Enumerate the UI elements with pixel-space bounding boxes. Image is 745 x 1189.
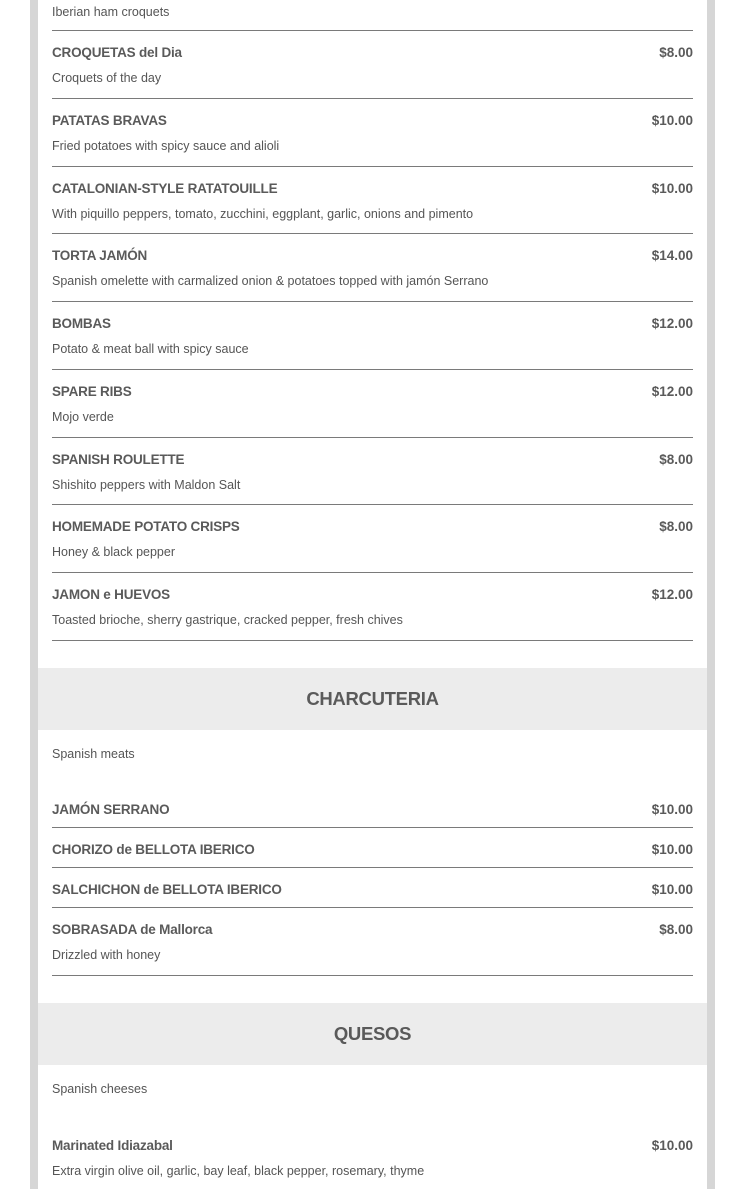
item-name: PATATAS BRAVAS	[52, 113, 167, 128]
item-price: $14.00	[651, 248, 693, 263]
item-name: SOBRASADA de Mallorca	[52, 922, 213, 937]
section-header-quesos	[38, 1003, 707, 1065]
item-divider	[52, 827, 693, 828]
item-name: SPANISH ROULETTE	[52, 452, 185, 467]
item-description: Fried potatoes with spicy sauce and alioli	[52, 139, 280, 153]
item-divider	[52, 437, 693, 438]
section-header-charcuteria	[38, 668, 707, 730]
item-divider	[52, 30, 693, 31]
item-description: Croquets of the day	[52, 71, 162, 85]
item-name: BOMBAS	[52, 316, 111, 331]
item-price: $12.00	[651, 587, 693, 602]
item-price: $10.00	[651, 113, 693, 128]
section-title: CHARCUTERIA	[306, 688, 439, 709]
item-price: $8.00	[659, 922, 693, 937]
item-divider	[52, 98, 693, 99]
item-description: Spanish omelette with carmalized onion & potatoes topped with jamón Serrano	[52, 274, 489, 288]
menu-page	[38, 0, 707, 1189]
item-description: Toasted brioche, sherry gastrique, cracked pepper, fresh chives	[52, 613, 403, 627]
item-name: JAMON e HUEVOS	[52, 587, 170, 602]
section-title: QUESOS	[333, 1023, 412, 1044]
item-description: Potato & meat ball with spicy sauce	[52, 342, 249, 356]
item-name: CROQUETAS del Dia	[52, 45, 182, 60]
item-price: $8.00	[659, 519, 693, 534]
item-divider	[52, 867, 693, 868]
item-name: Marinated Idiazabal	[52, 1138, 173, 1153]
section-subtitle: Spanish cheeses	[52, 1082, 148, 1096]
item-name: CHORIZO de BELLOTA IBERICO	[52, 842, 255, 857]
item-price: $8.00	[659, 452, 693, 467]
section-subtitle: Spanish meats	[52, 747, 135, 761]
item-divider	[52, 233, 693, 234]
item-divider	[52, 369, 693, 370]
item-description: With piquillo peppers, tomato, zucchini, eggplant, garlic, onions and pimento	[52, 207, 474, 221]
item-name: JAMÓN SERRANO	[52, 802, 170, 817]
item-price: $10.00	[651, 802, 693, 817]
item-description: Shishito peppers with Maldon Salt	[52, 478, 241, 492]
item-description: Iberian ham croquets	[52, 5, 170, 19]
item-price: $12.00	[651, 384, 693, 399]
item-divider	[52, 907, 693, 908]
item-description: Honey & black pepper	[52, 545, 175, 559]
item-name: TORTA JAMÓN	[52, 248, 148, 263]
item-divider	[52, 504, 693, 505]
item-price: $10.00	[651, 882, 693, 897]
item-description: Mojo verde	[52, 410, 114, 424]
item-divider	[52, 975, 693, 976]
item-name: HOMEMADE POTATO CRISPS	[52, 519, 240, 534]
item-divider	[52, 572, 693, 573]
item-price: $10.00	[651, 181, 693, 196]
item-name: SPARE RIBS	[52, 384, 132, 399]
item-price: $8.00	[659, 45, 693, 60]
item-name: CATALONIAN-STYLE RATATOUILLE	[52, 181, 278, 196]
item-divider	[52, 301, 693, 302]
item-price: $12.00	[651, 316, 693, 331]
item-price: $10.00	[651, 1138, 693, 1153]
item-description: Drizzled with honey	[52, 948, 161, 962]
item-description: Extra virgin olive oil, garlic, bay leaf, black pepper, rosemary, thyme	[52, 1164, 425, 1178]
item-divider	[52, 640, 693, 641]
item-divider	[52, 166, 693, 167]
item-name: SALCHICHON de BELLOTA IBERICO	[52, 882, 282, 897]
item-price: $10.00	[651, 842, 693, 857]
